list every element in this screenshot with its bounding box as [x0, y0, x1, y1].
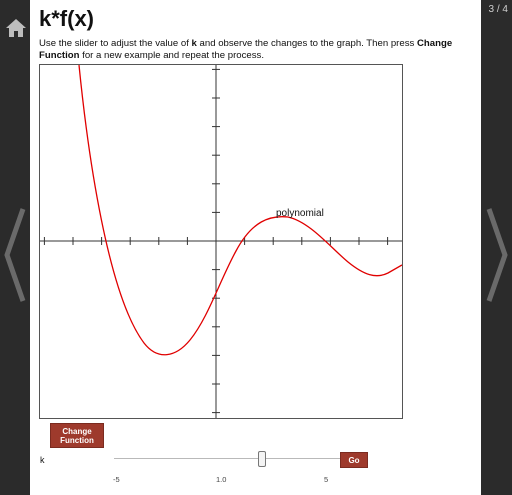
change-function-label: Change Function [60, 426, 94, 445]
slider-tick-min: -5 [113, 475, 120, 484]
instructions-text: Use the slider to adjust the value of k and observe the changes to the graph. Then press Change Function for a new example and repeat the process. [39, 38, 453, 61]
function-graph [39, 64, 403, 419]
slider-thumb[interactable] [258, 451, 266, 467]
slider-tick-max: 5 [324, 475, 329, 484]
polynomial-curve [79, 65, 402, 355]
slider-tick-value: 1.0 [216, 475, 227, 484]
home-icon[interactable] [4, 16, 28, 40]
go-button[interactable]: Go [340, 452, 368, 468]
graph-canvas [40, 65, 402, 418]
page-indicator: 3 / 4 [488, 4, 508, 15]
k-label: k [40, 455, 45, 465]
content-panel [30, 0, 481, 495]
chevron-right-icon[interactable] [483, 205, 511, 305]
right-rail [482, 0, 512, 495]
k-slider[interactable] [114, 450, 360, 468]
slider-track[interactable] [114, 458, 360, 459]
change-function-button[interactable] [50, 423, 104, 448]
page-title: k*f(x) [39, 6, 95, 31]
chevron-left-icon[interactable] [1, 205, 29, 305]
curve-label: polynomial [276, 208, 324, 219]
left-rail [0, 0, 30, 495]
